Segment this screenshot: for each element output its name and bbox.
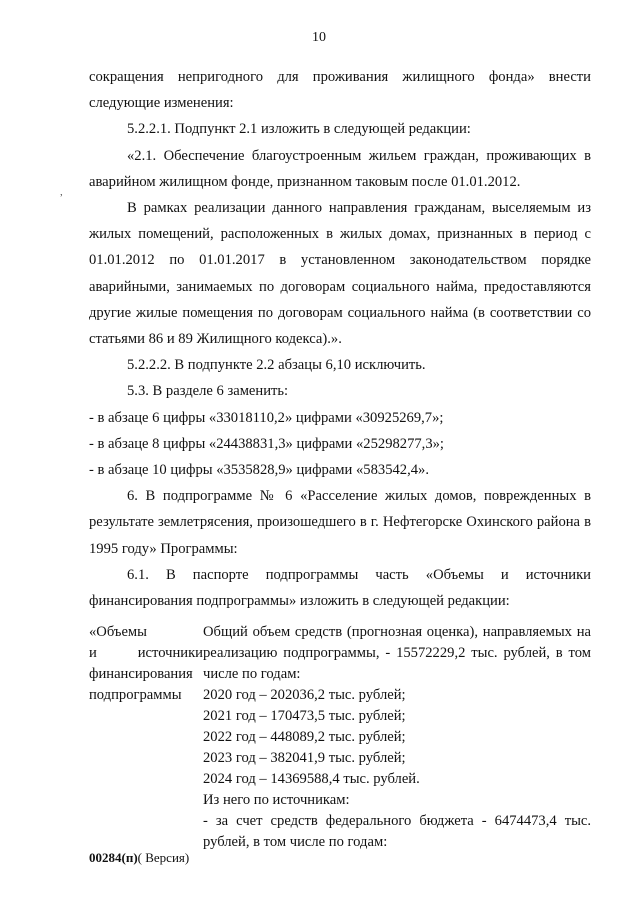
passport-sources-heading: Из него по источникам:: [203, 792, 350, 809]
footer-version: ( Версия): [137, 850, 190, 865]
passport-year-2020: 2020 год – 202036,2 тыс. рублей;: [203, 687, 406, 704]
paragraph-5-2-2-2: 5.2.2.2. В подпункте 2.2 абзацы 6,10 исключить.: [127, 357, 426, 374]
paragraph-6: 6. В подпрограмме № 6 «Расселение жилых домов, поврежденных в результате землетрясения, произошедшего в г. Нефтегорске Охинского района в 1995 году» Программы:: [89, 488, 591, 557]
document-body: [89, 64, 591, 853]
passport-table: [89, 622, 591, 853]
spacer: [89, 614, 591, 622]
list-item-abzats-8: - в абзаце 8 цифры «24438831,3» цифрами «25298277,3»;: [89, 435, 444, 452]
passport-total: Общий объем средств (прогнозная оценка), направляемых на реализацию подпрограммы, - 15572229,2 тыс. рублей, в том числе по годам:: [203, 624, 591, 683]
passport-label: [89, 622, 203, 853]
paragraph-5-2-2-1: 5.2.2.1. Подпункт 2.1 изложить в следующей редакции:: [127, 121, 471, 138]
paragraph-5-3: 5.3. В разделе 6 заменить:: [127, 383, 289, 400]
footer: [89, 850, 189, 866]
margin-mark: ,: [60, 186, 63, 198]
list-item-abzats-10: - в абзаце 10 цифры «3535828,9» цифрами «583542,4».: [89, 462, 429, 479]
footer-code: 00284(п): [89, 850, 138, 865]
passport-federal-budget: - за счет средств федерального бюджета - 6474473,4 тыс. рублей, в том числе по годам:: [203, 813, 591, 851]
passport-label-line: «Объемы: [89, 624, 147, 641]
list-item-abzats-6: - в абзаце 6 цифры «33018110,2» цифрами «30925269,7»;: [89, 409, 444, 426]
passport-label-line: финансирования: [89, 666, 193, 683]
passport-year-2022: 2022 год – 448089,2 тыс. рублей;: [203, 729, 406, 746]
paragraph-intro: сокращения непригодного для проживания жилищного фонда» внести следующие изменения:: [89, 69, 591, 112]
passport-label-line: и источники: [89, 645, 203, 662]
paragraph-2-1-quote: «2.1. Обеспечение благоустроенным жильем граждан, проживающих в аварийном жилищном фонде, признанном таковым после 01.01.2012.: [89, 147, 591, 190]
passport-year-2024: 2024 год – 14369588,4 тыс. рублей.: [203, 771, 420, 788]
paragraph-6-1: 6.1. В паспорте подпрограммы часть «Объемы и источники финансирования подпрограммы» изложить в следующей редакции:: [89, 566, 591, 610]
passport-year-2023: 2023 год – 382041,9 тыс. рублей;: [203, 750, 406, 767]
passport-year-2021: 2021 год – 170473,5 тыс. рублей;: [203, 708, 406, 725]
paragraph-resettlement: В рамках реализации данного направления гражданам, выселяемым из жилых помещений, расположенных в жилых домах, признанных в период с 01.01.2012 по 01.01.2017 в установленном законодательством порядке аварийными, занимаемых по договорам социального найма, предоставляются другие жилые помещения по договорам социального найма (в соответствии со статьями 86 и 89 Жилищного кодекса).».: [89, 200, 591, 348]
page-number: 10: [312, 30, 326, 45]
passport-content: [203, 622, 591, 853]
passport-label-line: подпрограммы: [89, 687, 182, 704]
